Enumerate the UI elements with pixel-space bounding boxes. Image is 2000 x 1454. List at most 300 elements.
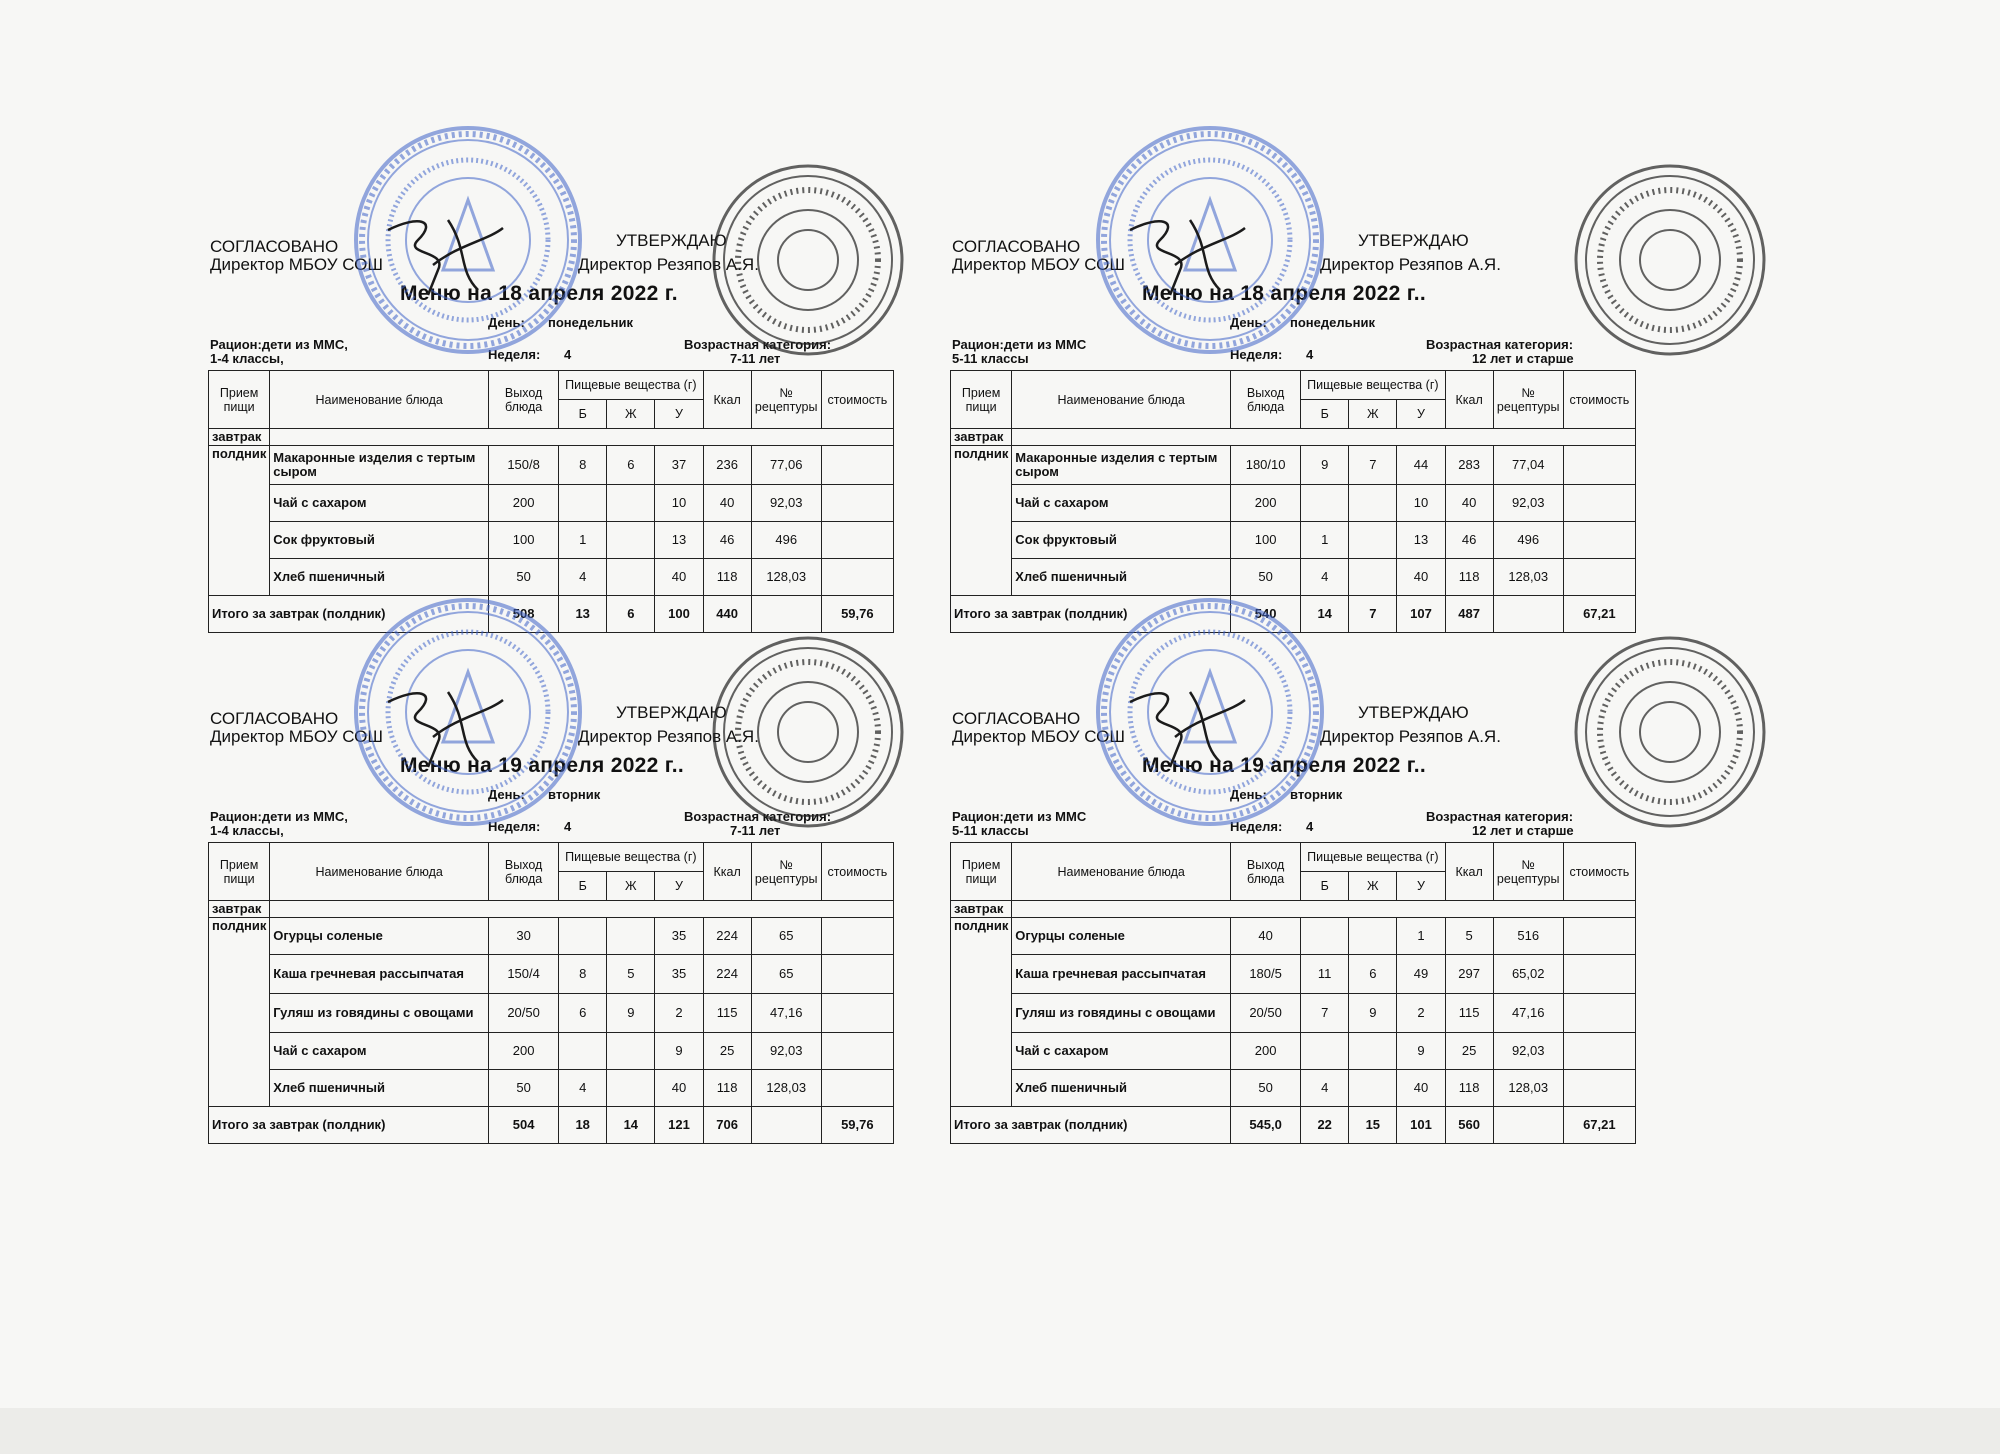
meal-breakfast: завтрак [951,901,1012,918]
col-header-zh: Ж [1349,400,1397,429]
col-header-b: Б [559,872,607,901]
total-b: 13 [559,596,607,633]
col-header-yield: Выход блюда [1231,843,1301,901]
cell-kcal: 115 [703,994,751,1033]
meal-snack: полдник [951,446,1012,596]
menu-block [208,190,898,640]
table-row [209,955,894,994]
cell-kcal: 118 [703,559,751,596]
col-header-b: Б [1301,872,1349,901]
col-header-recipe: № рецептуры [751,843,821,901]
table-row [951,485,1636,522]
approved-label: СОГЛАСОВАНО [210,237,339,256]
cell-cost [821,994,893,1033]
dish-name: Огурцы соленые [270,918,489,955]
cell-u: 37 [655,446,703,485]
cell-kcal: 283 [1445,446,1493,485]
ration-line-1: Рацион:дети из ММС [952,337,1087,352]
cell-cost [1563,918,1635,955]
meal-snack: полдник [209,446,270,596]
cell-recipe: 92,03 [751,1033,821,1070]
confirm-label: УТВЕРЖДАЮ [1358,231,1469,250]
cell-cost [821,522,893,559]
total-row [951,1107,1636,1144]
cell-u: 35 [655,955,703,994]
col-header-recipe: № рецептуры [751,371,821,429]
cell-u: 44 [1397,446,1445,485]
total-b: 22 [1301,1107,1349,1144]
menu-table [208,842,894,1144]
col-header-recipe: № рецептуры [1493,371,1563,429]
table-row [209,1070,894,1107]
dish-name: Сок фруктовый [1012,522,1231,559]
col-header-nutrients: Пищевые вещества (г) [559,843,703,872]
total-cost: 59,76 [821,596,893,633]
cell-cost [1563,955,1635,994]
cell-cost [821,446,893,485]
col-header-nutrients: Пищевые вещества (г) [559,371,703,400]
confirm-director: Директор Резяпов А.Я. [1320,727,1501,746]
cell-recipe: 92,03 [751,485,821,522]
cell-u: 13 [655,522,703,559]
cell-b: 7 [1301,994,1349,1033]
total-zh: 7 [1349,596,1397,633]
week-label: Неделя: [488,347,541,362]
cell-cost [1563,994,1635,1033]
table-row [951,446,1636,485]
cell-recipe: 65 [751,918,821,955]
total-row [951,596,1636,633]
cell-recipe: 47,16 [751,994,821,1033]
cell-yield: 100 [489,522,559,559]
col-header-meal: Прием пищи [951,843,1012,901]
cell-cost [1563,559,1635,596]
dish-name: Хлеб пшеничный [1012,1070,1231,1107]
cell-yield: 150/8 [489,446,559,485]
cell-yield: 40 [1231,918,1301,955]
menu-table [950,842,1636,1144]
cell-cost [1563,446,1635,485]
cell-zh: 9 [607,994,655,1033]
menu-block [950,190,1640,640]
cell-cost [1563,1033,1635,1070]
total-kcal: 706 [703,1107,751,1144]
cell-u: 40 [655,559,703,596]
total-label: Итого за завтрак (полдник) [209,596,489,633]
week-label: Неделя: [1230,819,1283,834]
total-kcal: 440 [703,596,751,633]
cell-b: 4 [559,559,607,596]
age-value: 12 лет и старше [1472,351,1574,366]
col-header-cost: стоимость [1563,843,1635,901]
menu-title: Меню на 18 апреля 2022 г. [400,282,678,305]
cell-kcal: 25 [703,1033,751,1070]
director-label: Директор МБОУ СОШ [210,255,383,274]
cell-yield: 200 [1231,1033,1301,1070]
total-recipe [1493,1107,1563,1144]
confirm-director: Директор Резяпов А.Я. [578,255,759,274]
cell-zh [1349,918,1397,955]
col-header-kcal: Ккал [1445,371,1493,429]
week-value: 4 [564,347,572,362]
approved-label: СОГЛАСОВАНО [210,709,339,728]
col-header-u: У [655,872,703,901]
table-row [209,918,894,955]
total-recipe [751,596,821,633]
cell-b [1301,485,1349,522]
age-value: 7-11 лет [730,823,781,838]
cell-yield: 200 [1231,485,1301,522]
cell-recipe: 128,03 [1493,1070,1563,1107]
ration-line-2: 1-4 классы, [210,823,284,838]
menu-table [208,370,894,633]
ration-line-1: Рацион:дети из ММС, [210,809,348,824]
cell-cost [821,1033,893,1070]
cell-kcal: 118 [1445,559,1493,596]
dish-name: Хлеб пшеничный [270,1070,489,1107]
total-u: 100 [655,596,703,633]
col-header-yield: Выход блюда [489,843,559,901]
cell-zh: 6 [607,446,655,485]
col-header-zh: Ж [607,400,655,429]
cell-u: 1 [1397,918,1445,955]
cell-kcal: 5 [1445,918,1493,955]
confirm-label: УТВЕРЖДАЮ [616,703,727,722]
meal-breakfast: завтрак [951,429,1012,446]
cell-b [1301,918,1349,955]
cell-b [559,485,607,522]
age-value: 7-11 лет [730,351,781,366]
cell-yield: 180/10 [1231,446,1301,485]
age-label: Возрастная категория: [684,809,832,824]
director-label: Директор МБОУ СОШ [952,727,1125,746]
table-row [951,559,1636,596]
scan-bottom-edge [0,1408,2000,1454]
row-spacer [270,429,894,446]
total-zh: 15 [1349,1107,1397,1144]
cell-b [559,1033,607,1070]
table-row [209,485,894,522]
col-header-kcal: Ккал [703,843,751,901]
col-header-u: У [655,400,703,429]
col-header-kcal: Ккал [703,371,751,429]
cell-recipe: 516 [1493,918,1563,955]
cell-zh [607,485,655,522]
cell-u: 40 [1397,1070,1445,1107]
meal-snack: полдник [951,918,1012,1107]
cell-recipe: 128,03 [751,1070,821,1107]
cell-u: 10 [655,485,703,522]
cell-yield: 50 [1231,1070,1301,1107]
total-zh: 14 [607,1107,655,1144]
cell-yield: 100 [1231,522,1301,559]
total-label: Итого за завтрак (полдник) [209,1107,489,1144]
cell-b [1301,1033,1349,1070]
cell-zh [1349,485,1397,522]
seal-stamp [1570,632,1770,832]
col-header-nutrients: Пищевые вещества (г) [1301,843,1445,872]
week-value: 4 [1306,347,1314,362]
cell-zh: 9 [1349,994,1397,1033]
day-label: День: [1230,787,1267,802]
total-b: 14 [1301,596,1349,633]
cell-kcal: 118 [703,1070,751,1107]
col-header-zh: Ж [607,872,655,901]
cell-u: 9 [1397,1033,1445,1070]
menu-title: Меню на 19 апреля 2022 г.. [400,754,684,777]
dish-name: Каша гречневая рассыпчатая [1012,955,1231,994]
cell-kcal: 118 [1445,1070,1493,1107]
total-zh: 6 [607,596,655,633]
cell-b: 8 [559,446,607,485]
col-header-kcal: Ккал [1445,843,1493,901]
week-value: 4 [1306,819,1314,834]
cell-zh [1349,559,1397,596]
cell-cost [821,918,893,955]
col-header-nutrients: Пищевые вещества (г) [1301,371,1445,400]
ration-line-1: Рацион:дети из ММС, [210,337,348,352]
total-recipe [751,1107,821,1144]
cell-zh: 6 [1349,955,1397,994]
cell-recipe: 496 [751,522,821,559]
col-header-recipe: № рецептуры [1493,843,1563,901]
cell-cost [821,1070,893,1107]
cell-yield: 50 [1231,559,1301,596]
cell-recipe: 77,06 [751,446,821,485]
cell-b: 4 [1301,1070,1349,1107]
approved-label: СОГЛАСОВАНО [952,237,1081,256]
ration-line-2: 1-4 классы, [210,351,284,366]
cell-u: 40 [655,1070,703,1107]
menu-block [208,662,898,1132]
confirm-director: Директор Резяпов А.Я. [578,727,759,746]
meal-snack: полдник [209,918,270,1107]
day-label: День: [488,315,525,330]
dish-name: Чай с сахаром [1012,1033,1231,1070]
total-yield: 545,0 [1231,1107,1301,1144]
row-spacer [1012,901,1636,918]
cell-recipe: 128,03 [751,559,821,596]
day-label: День: [1230,315,1267,330]
total-yield: 540 [1231,596,1301,633]
menu-block [950,662,1640,1132]
cell-zh [607,1070,655,1107]
cell-b: 8 [559,955,607,994]
cell-zh [607,559,655,596]
cell-b: 9 [1301,446,1349,485]
cell-b: 11 [1301,955,1349,994]
cell-kcal: 224 [703,955,751,994]
cell-kcal: 25 [1445,1033,1493,1070]
cell-zh [1349,522,1397,559]
cell-zh [607,918,655,955]
week-value: 4 [564,819,572,834]
cell-yield: 20/50 [489,994,559,1033]
confirm-director: Директор Резяпов А.Я. [1320,255,1501,274]
cell-yield: 180/5 [1231,955,1301,994]
row-spacer [1012,429,1636,446]
col-header-cost: стоимость [1563,371,1635,429]
table-row [209,1033,894,1070]
col-header-meal: Прием пищи [209,371,270,429]
cell-b: 4 [1301,559,1349,596]
cell-recipe: 92,03 [1493,485,1563,522]
age-value: 12 лет и старше [1472,823,1574,838]
ration-line-2: 5-11 классы [952,351,1029,366]
col-header-yield: Выход блюда [1231,371,1301,429]
total-row [209,596,894,633]
cell-u: 13 [1397,522,1445,559]
total-label: Итого за завтрак (полдник) [951,596,1231,633]
total-row [209,1107,894,1144]
cell-zh [1349,1033,1397,1070]
col-header-u: У [1397,872,1445,901]
dish-name: Огурцы соленые [1012,918,1231,955]
row-spacer [270,901,894,918]
confirm-label: УТВЕРЖДАЮ [1358,703,1469,722]
col-header-b: Б [1301,400,1349,429]
age-label: Возрастная категория: [1426,337,1574,352]
table-row [951,955,1636,994]
cell-u: 49 [1397,955,1445,994]
cell-zh [1349,1070,1397,1107]
cell-cost [821,559,893,596]
cell-u: 35 [655,918,703,955]
cell-yield: 20/50 [1231,994,1301,1033]
total-cost: 67,21 [1563,1107,1635,1144]
dish-name: Чай с сахаром [1012,485,1231,522]
table-row [951,1070,1636,1107]
day-label: День: [488,787,525,802]
dish-name: Чай с сахаром [270,1033,489,1070]
cell-cost [1563,485,1635,522]
cell-zh [607,522,655,559]
cell-yield: 30 [489,918,559,955]
dish-name: Хлеб пшеничный [270,559,489,596]
meal-breakfast: завтрак [209,901,270,918]
cell-recipe: 77,04 [1493,446,1563,485]
cell-recipe: 496 [1493,522,1563,559]
total-kcal: 487 [1445,596,1493,633]
total-b: 18 [559,1107,607,1144]
col-header-yield: Выход блюда [489,371,559,429]
col-header-meal: Прием пищи [209,843,270,901]
cell-kcal: 236 [703,446,751,485]
cell-cost [1563,522,1635,559]
table-row [209,522,894,559]
dish-name: Макаронные изделия с тертым сыром [270,446,489,485]
week-label: Неделя: [488,819,541,834]
cell-kcal: 115 [1445,994,1493,1033]
day-value: понедельник [548,315,633,330]
total-kcal: 560 [1445,1107,1493,1144]
cell-u: 2 [655,994,703,1033]
cell-yield: 150/4 [489,955,559,994]
seal-stamp [1570,160,1770,360]
total-recipe [1493,596,1563,633]
table-row [951,994,1636,1033]
cell-b: 1 [559,522,607,559]
col-header-dish: Наименование блюда [1012,371,1231,429]
table-row [209,994,894,1033]
director-label: Директор МБОУ СОШ [210,727,383,746]
meal-breakfast: завтрак [209,429,270,446]
cell-cost [821,955,893,994]
menu-title: Меню на 18 апреля 2022 г.. [1142,282,1426,305]
total-cost: 67,21 [1563,596,1635,633]
total-u: 101 [1397,1107,1445,1144]
col-header-dish: Наименование блюда [270,371,489,429]
cell-cost [1563,1070,1635,1107]
dish-name: Сок фруктовый [270,522,489,559]
col-header-cost: стоимость [821,371,893,429]
col-header-dish: Наименование блюда [270,843,489,901]
cell-recipe: 92,03 [1493,1033,1563,1070]
cell-cost [821,485,893,522]
cell-zh: 7 [1349,446,1397,485]
cell-u: 10 [1397,485,1445,522]
cell-b: 4 [559,1070,607,1107]
dish-name: Гуляш из говядины с овощами [1012,994,1231,1033]
col-header-dish: Наименование блюда [1012,843,1231,901]
total-u: 121 [655,1107,703,1144]
cell-zh: 5 [607,955,655,994]
cell-kcal: 46 [703,522,751,559]
total-u: 107 [1397,596,1445,633]
menu-title: Меню на 19 апреля 2022 г.. [1142,754,1426,777]
table-row [951,522,1636,559]
week-label: Неделя: [1230,347,1283,362]
cell-u: 40 [1397,559,1445,596]
cell-yield: 200 [489,485,559,522]
col-header-b: Б [559,400,607,429]
table-row [209,446,894,485]
cell-recipe: 47,16 [1493,994,1563,1033]
table-row [209,559,894,596]
cell-kcal: 224 [703,918,751,955]
cell-recipe: 65,02 [1493,955,1563,994]
total-yield: 508 [489,596,559,633]
day-value: вторник [548,787,601,802]
cell-b: 1 [1301,522,1349,559]
cell-b: 6 [559,994,607,1033]
cell-yield: 50 [489,1070,559,1107]
cell-kcal: 40 [703,485,751,522]
approved-label: СОГЛАСОВАНО [952,709,1081,728]
cell-kcal: 40 [1445,485,1493,522]
age-label: Возрастная категория: [684,337,832,352]
dish-name: Каша гречневая рассыпчатая [270,955,489,994]
cell-zh [607,1033,655,1070]
total-cost: 59,76 [821,1107,893,1144]
col-header-u: У [1397,400,1445,429]
cell-u: 2 [1397,994,1445,1033]
total-label: Итого за завтрак (полдник) [951,1107,1231,1144]
ration-line-1: Рацион:дети из ММС [952,809,1087,824]
cell-yield: 50 [489,559,559,596]
dish-name: Гуляш из говядины с овощами [270,994,489,1033]
cell-u: 9 [655,1033,703,1070]
cell-yield: 200 [489,1033,559,1070]
dish-name: Макаронные изделия с тертым сыром [1012,446,1231,485]
cell-b [559,918,607,955]
cell-kcal: 46 [1445,522,1493,559]
dish-name: Хлеб пшеничный [1012,559,1231,596]
dish-name: Чай с сахаром [270,485,489,522]
col-header-cost: стоимость [821,843,893,901]
cell-recipe: 65 [751,955,821,994]
col-header-zh: Ж [1349,872,1397,901]
